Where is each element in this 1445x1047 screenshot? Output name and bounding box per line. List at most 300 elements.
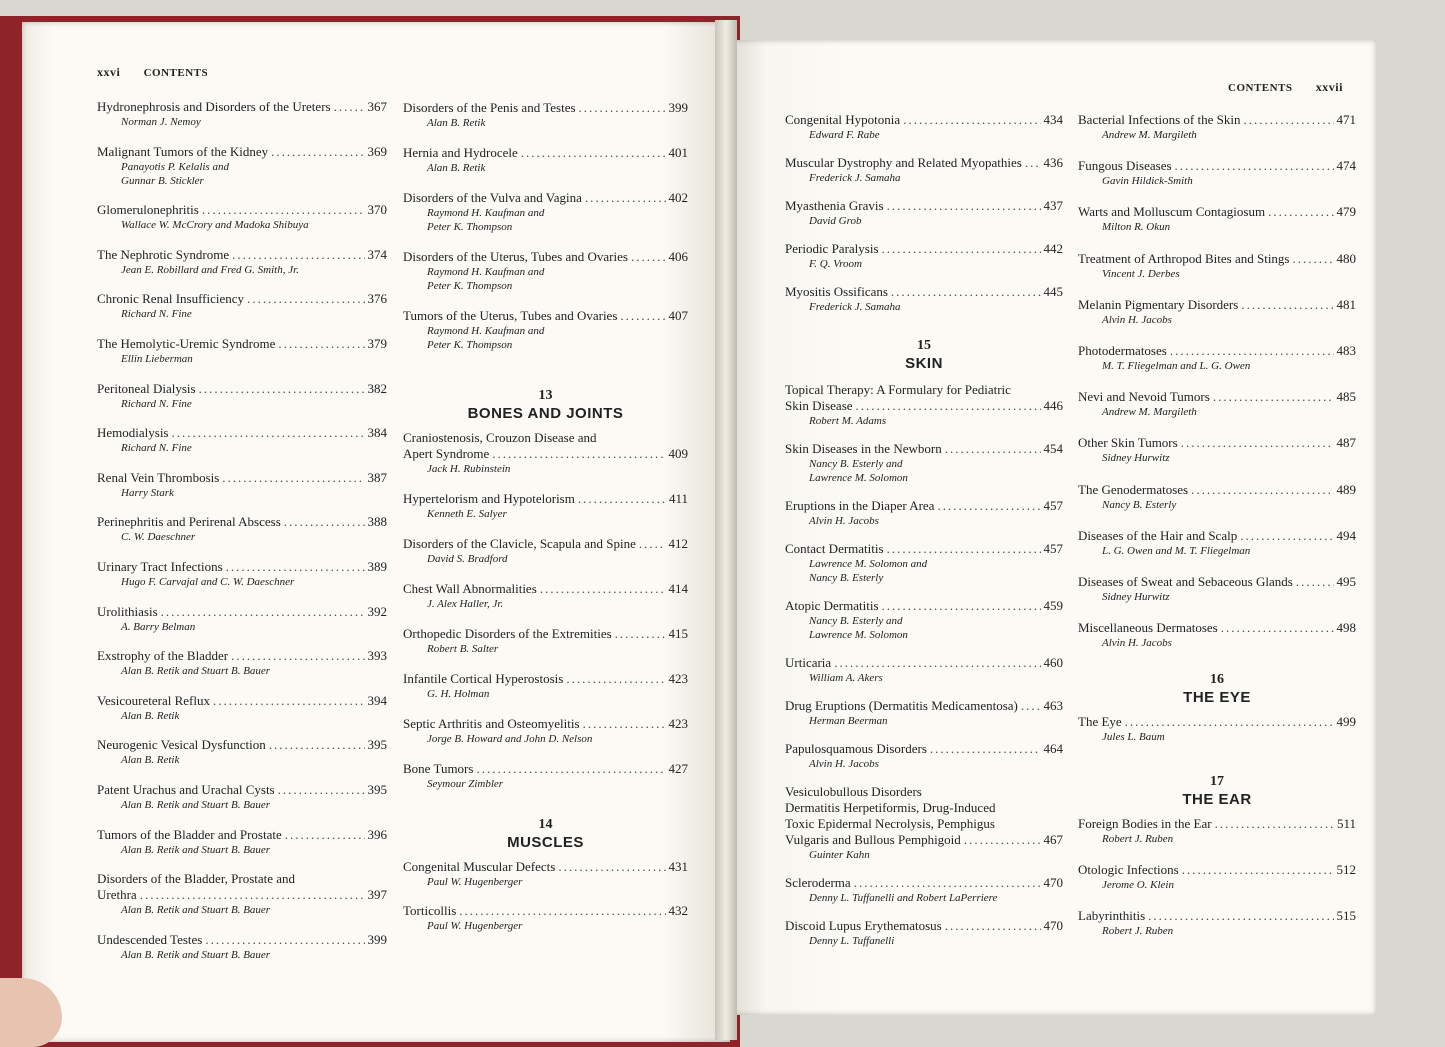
toc-entry-author: Wallace W. McCrory and Madoka Shibuya	[121, 219, 309, 232]
leader-dots	[1241, 297, 1333, 313]
leader-dots	[558, 859, 665, 875]
left-col-2-bot	[403, 859, 688, 933]
toc-entry-line	[97, 693, 387, 709]
toc-entry	[785, 784, 1063, 862]
toc-entry-page: 415	[668, 626, 688, 641]
toc-entry-title: Exstrophy of the Bladder	[97, 648, 229, 664]
leader-dots	[213, 693, 365, 709]
toc-entry-title: Melanin Pigmentary Disorders	[1078, 296, 1239, 312]
toc-entry-author: Norman J. Nemoy	[121, 116, 201, 128]
toc-entry-line	[1078, 297, 1356, 313]
leader-dots	[269, 737, 365, 753]
toc-entry-line	[97, 247, 387, 263]
toc-entry	[785, 112, 1063, 142]
toc-entry	[97, 604, 387, 634]
toc-entry-author: Alan B. Retik	[427, 117, 486, 129]
toc-entry-title: Malignant Tumors of the Kidney	[97, 143, 269, 159]
toc-entry-title-line: Toxic Epidermal Necrolysis, Pemphigus	[785, 816, 995, 831]
toc-entry-author: Alvin H. Jacobs	[809, 515, 879, 527]
section-13-number: 13	[538, 388, 553, 403]
toc-entry-title: Urticaria	[785, 655, 832, 670]
toc-entry-author: Harry Stark	[121, 486, 174, 499]
toc-entry-title: Fungous Diseases	[1078, 158, 1172, 174]
toc-entry-author: Alvin H. Jacobs	[809, 758, 879, 770]
toc-entry	[97, 827, 387, 857]
toc-entry-title: Contact Dermatitis	[785, 541, 884, 556]
toc-entry-page: 399	[668, 100, 688, 115]
toc-entry-page: 407	[668, 308, 688, 323]
toc-entry-line	[1078, 574, 1356, 590]
leader-dots	[631, 249, 666, 265]
toc-entry-author: Jules L. Baum	[1102, 731, 1165, 744]
toc-entry-line	[785, 241, 1063, 257]
toc-entry-title: Drug Eruptions (Dermatitis Medicamentosa)	[785, 698, 1018, 713]
toc-entry	[97, 782, 387, 812]
toc-entry-page: 470	[1043, 918, 1063, 933]
toc-entry-author: Nancy B. Esterly	[809, 572, 884, 584]
toc-entry-line	[785, 832, 1063, 848]
toc-entry-title: Congenital Muscular Defects	[403, 859, 556, 874]
leader-dots	[882, 241, 1041, 257]
toc-entry	[785, 918, 1063, 948]
toc-entry-title: Nevi and Nevoid Tumors	[1078, 389, 1210, 405]
leader-dots	[1243, 112, 1333, 128]
toc-entry-title: Papulosquamous Disorders	[785, 741, 927, 756]
toc-entry-page: 494	[1336, 527, 1356, 543]
toc-entry-page: 489	[1336, 481, 1356, 497]
toc-entry	[97, 932, 387, 962]
toc-entry-line	[1078, 862, 1356, 878]
toc-entry-page: 485	[1336, 389, 1356, 405]
toc-entry-title: Myositis Ossificans	[785, 284, 888, 299]
toc-entry-line	[97, 648, 387, 664]
leader-dots	[566, 671, 665, 687]
leader-dots	[334, 99, 365, 115]
leader-dots	[1170, 343, 1334, 359]
toc-entry-title: Atopic Dermatitis	[785, 598, 879, 613]
toc-entry-page: 511	[1336, 816, 1356, 832]
toc-entry	[1078, 158, 1356, 188]
left-col-2-mid	[403, 430, 688, 791]
toc-entry	[97, 425, 387, 455]
toc-entry	[785, 655, 1063, 685]
toc-entry	[1078, 482, 1356, 512]
toc-entry-title: Orthopedic Disorders of the Extremities	[403, 626, 612, 641]
toc-entry	[785, 698, 1063, 728]
toc-entry-title: Muscular Dystrophy and Related Myopathies	[785, 155, 1022, 170]
toc-entry-page: 389	[367, 558, 387, 574]
toc-entry	[403, 671, 688, 701]
toc-entry	[785, 598, 1063, 642]
leader-dots	[882, 598, 1041, 614]
toc-entry-page: 498	[1336, 620, 1356, 636]
leader-dots	[1268, 204, 1333, 220]
toc-entry-line	[97, 514, 387, 530]
toc-entry	[97, 737, 387, 767]
toc-entry-line	[785, 155, 1063, 171]
right-running-head	[1228, 80, 1343, 95]
toc-entry-page: 432	[668, 903, 688, 918]
toc-entry-line	[97, 737, 387, 753]
toc-entry-line	[403, 190, 688, 206]
toc-entry-page: 393	[367, 648, 387, 664]
toc-entry-page: 431	[668, 859, 688, 874]
toc-entry-line	[403, 308, 688, 324]
toc-entry	[1078, 251, 1356, 281]
toc-entry-line	[97, 381, 387, 397]
toc-entry-line	[1078, 158, 1356, 174]
toc-entry-author: Edward F. Rabe	[809, 129, 880, 141]
toc-entry-line	[785, 741, 1063, 757]
toc-entry-line	[785, 284, 1063, 300]
leader-dots	[854, 875, 1041, 891]
toc-entry-page: 409	[668, 446, 688, 461]
toc-entry-title: Vesicoureteral Reflux	[97, 692, 210, 708]
toc-entry	[1078, 297, 1356, 327]
leader-dots	[578, 491, 666, 507]
toc-entry-author: Alan B. Retik	[427, 162, 486, 174]
leader-dots	[161, 604, 365, 620]
toc-entry	[1078, 816, 1356, 846]
toc-entry-author: Raymond H. Kaufman and	[427, 266, 545, 278]
section-13-title: BONES AND JOINTS	[467, 405, 624, 422]
toc-entry-page: 480	[1336, 250, 1356, 266]
leader-dots	[284, 514, 365, 530]
leader-dots	[1148, 908, 1333, 924]
leader-dots	[1240, 528, 1333, 544]
toc-entry	[1078, 204, 1356, 234]
toc-entry-author: Richard N. Fine	[121, 442, 192, 455]
toc-entry-title: Treatment of Arthropod Bites and Stings	[1078, 250, 1290, 266]
toc-entry-page: 499	[1336, 714, 1356, 730]
toc-entry-title: Diseases of Sweat and Sebaceous Glands	[1078, 573, 1293, 589]
toc-entry-line	[97, 144, 387, 160]
toc-entry-page: 412	[668, 536, 688, 551]
leader-dots	[205, 932, 364, 948]
toc-entry-title-line: Craniostenosis, Crouzon Disease and	[403, 430, 597, 445]
toc-entry-line	[97, 291, 387, 307]
leader-dots	[585, 190, 666, 206]
toc-entry-author: Alan B. Retik and Stuart B. Bauer	[121, 665, 271, 678]
leader-dots	[964, 832, 1041, 848]
leader-dots	[1221, 620, 1334, 636]
toc-entry-title: Chronic Renal Insufficiency	[97, 291, 245, 307]
toc-entry-line	[1078, 389, 1356, 405]
toc-entry-author: David Grob	[809, 215, 862, 227]
toc-entry-title: Eruptions in the Diaper Area	[785, 498, 935, 513]
toc-entry-line	[1078, 435, 1356, 451]
toc-entry-author: M. T. Fliegelman and L. G. Owen	[1102, 359, 1251, 372]
toc-entry	[1078, 574, 1356, 604]
toc-entry-title: Diseases of the Hair and Scalp	[1078, 527, 1238, 543]
left-page-number: xxvi	[97, 65, 121, 79]
toc-entry-title: Bone Tumors	[403, 761, 474, 776]
leader-dots	[1191, 482, 1333, 498]
right-col-1	[785, 112, 1063, 948]
left-col-2-top	[403, 100, 688, 352]
leader-dots	[540, 581, 666, 597]
toc-entry	[403, 430, 688, 476]
toc-entry-title: Vulgaris and Bullous Pemphigoid	[785, 832, 961, 847]
toc-entry-author: Alan B. Retik and Stuart B. Bauer	[121, 948, 271, 961]
leader-dots	[278, 782, 365, 798]
toc-entry	[403, 100, 688, 130]
toc-entry-line	[403, 671, 688, 687]
toc-entry-author: Denny L. Tuffanelli	[809, 935, 895, 947]
toc-entry-page: 388	[367, 514, 387, 530]
toc-entry	[1078, 620, 1356, 650]
toc-entry-title: Hypertelorism and Hypotelorism	[403, 491, 575, 506]
toc-entry-title: The Hemolytic-Uremic Syndrome	[97, 335, 276, 351]
toc-entry-author: Alan B. Retik	[121, 754, 180, 767]
toc-entry	[403, 626, 688, 656]
toc-entry-line	[403, 859, 688, 875]
toc-entry-line	[97, 99, 387, 115]
book-gutter	[715, 20, 737, 1040]
toc-entry-page: 445	[1043, 284, 1063, 299]
toc-entry-author: Robert J. Ruben	[1102, 925, 1174, 938]
toc-entry-page: 434	[1043, 112, 1063, 127]
toc-entry-page: 457	[1043, 541, 1063, 556]
toc-entry-title: Neurogenic Vesical Dysfunction	[97, 737, 266, 753]
toc-entry-author: Andrew M. Margileth	[1102, 406, 1197, 419]
leader-dots	[1296, 574, 1334, 590]
toc-entry	[97, 514, 387, 544]
leader-dots	[278, 336, 364, 352]
right-col-2-mid	[1078, 714, 1356, 744]
toc-entry-page: 470	[1043, 875, 1063, 890]
toc-entry-line	[403, 491, 688, 507]
toc-entry-page: 392	[367, 603, 387, 619]
toc-entry-line	[403, 446, 688, 462]
toc-entry-page: 515	[1336, 908, 1356, 924]
toc-entry-page: 401	[668, 145, 688, 160]
right-col-2	[1078, 112, 1356, 938]
toc-entry-line	[1078, 343, 1356, 359]
toc-entry-line	[785, 112, 1063, 128]
toc-entry-author: Gavin Hildick-Smith	[1102, 175, 1193, 188]
toc-entry-line	[97, 425, 387, 441]
leader-dots	[231, 648, 364, 664]
toc-entry-line	[97, 932, 387, 948]
leader-dots	[172, 425, 365, 441]
toc-entry	[97, 99, 387, 129]
toc-entry-author: Alvin H. Jacobs	[1102, 637, 1172, 650]
toc-entry	[785, 284, 1063, 314]
toc-entry-page: 395	[367, 781, 387, 797]
toc-entry-line	[97, 336, 387, 352]
toc-entry	[97, 559, 387, 589]
toc-entry-title: Skin Disease	[785, 398, 853, 413]
toc-entry-line	[785, 498, 1063, 514]
right-col-1-bot	[785, 382, 1063, 948]
toc-entry-line	[1078, 112, 1356, 128]
toc-entry-line	[785, 198, 1063, 214]
toc-entry-title: Warts and Molluscum Contagiosum	[1078, 204, 1266, 220]
right-col-1-top	[785, 112, 1063, 314]
toc-entry-page: 474	[1336, 158, 1356, 174]
leader-dots	[834, 655, 1040, 671]
toc-entry-title: Bacterial Infections of the Skin	[1078, 112, 1241, 127]
toc-entry-author: William A. Akers	[809, 672, 883, 684]
toc-entry-page: 481	[1336, 296, 1356, 312]
toc-entry	[403, 308, 688, 352]
toc-entry-line	[403, 536, 688, 552]
toc-entry-title: Infantile Cortical Hyperostosis	[403, 671, 564, 686]
toc-entry-author: Peter K. Thompson	[427, 280, 513, 292]
toc-entry-page: 384	[367, 425, 387, 441]
toc-entry-page: 376	[367, 291, 387, 307]
toc-entry-line	[403, 626, 688, 642]
toc-entry	[97, 381, 387, 411]
toc-entry-line	[97, 887, 387, 903]
toc-entry	[785, 541, 1063, 585]
toc-entry-author: Nancy B. Esterly and	[809, 615, 903, 627]
toc-entry	[785, 198, 1063, 228]
leader-dots	[222, 470, 364, 486]
toc-entry-page: 411	[668, 491, 688, 506]
toc-entry-author: C. W. Daeschner	[121, 531, 196, 544]
toc-entry-title: Septic Arthritis and Osteomyelitis	[403, 716, 580, 731]
toc-entry-line	[97, 559, 387, 575]
leader-dots	[226, 559, 365, 575]
leader-dots	[903, 112, 1040, 128]
toc-entry	[403, 536, 688, 566]
toc-entry-title: Hydronephrosis and Disorders of the Ureters	[97, 99, 331, 114]
toc-entry-line	[785, 655, 1063, 671]
leader-dots	[1181, 435, 1334, 451]
toc-entry-page: 396	[367, 826, 387, 842]
toc-entry-title: Disorders of the Vulva and Vagina	[403, 190, 582, 205]
toc-entry-author: Panayotis P. Kelalis and	[121, 160, 229, 173]
leader-dots	[583, 716, 666, 732]
right-col-2-top	[1078, 112, 1356, 650]
toc-entry-title: Miscellaneous Dermatoses	[1078, 620, 1218, 636]
toc-entry	[97, 693, 387, 723]
toc-entry	[403, 581, 688, 611]
leader-dots	[521, 145, 666, 161]
toc-entry-title: Disorders of the Clavicle, Scapula and Spine	[403, 536, 636, 551]
toc-entry	[785, 875, 1063, 905]
toc-entry-page: 483	[1336, 342, 1356, 358]
toc-entry-author: Nancy B. Esterly and	[809, 458, 903, 470]
toc-entry-author: Paul W. Hugenberger	[427, 920, 523, 932]
toc-entry-line	[785, 541, 1063, 557]
leader-dots	[856, 398, 1041, 414]
toc-entry-line	[1078, 251, 1356, 267]
toc-entry-page: 397	[367, 887, 387, 903]
toc-entry-line	[1078, 482, 1356, 498]
toc-entry-title: Glomerulonephritis	[97, 202, 199, 218]
toc-entry-author: Lawrence M. Solomon	[809, 472, 908, 484]
leader-dots	[1021, 698, 1041, 714]
toc-entry	[403, 903, 688, 933]
toc-entry-author: Alan B. Retik and Stuart B. Bauer	[121, 904, 271, 917]
toc-entry-title: Tumors of the Uterus, Tubes and Ovaries	[403, 308, 618, 323]
toc-entry-author: J. Alex Haller, Jr.	[427, 598, 504, 610]
toc-entry-author: Peter K. Thompson	[427, 339, 513, 351]
toc-entry-line	[1078, 908, 1356, 924]
toc-entry-page: 463	[1043, 698, 1063, 713]
toc-entry-line	[403, 761, 688, 777]
toc-entry-author: Peter K. Thompson	[427, 221, 513, 233]
toc-entry-line	[403, 145, 688, 161]
toc-entry-line	[785, 698, 1063, 714]
toc-entry-page: 379	[367, 335, 387, 351]
toc-entry-title: Discoid Lupus Erythematosus	[785, 918, 942, 933]
toc-entry-author: Alan B. Retik and Stuart B. Bauer	[121, 798, 271, 811]
toc-entry-author: A. Barry Belman	[121, 620, 196, 633]
toc-entry-author: Frederick J. Samaha	[809, 172, 901, 184]
toc-entry-author: Gunnar B. Stickler	[121, 174, 204, 187]
toc-entry-author: Alan B. Retik and Stuart B. Bauer	[121, 843, 271, 856]
toc-entry-page: 495	[1336, 573, 1356, 589]
toc-entry	[97, 871, 387, 917]
toc-entry-title: Otologic Infections	[1078, 862, 1179, 878]
toc-entry-page: 402	[668, 190, 688, 205]
left-running-head	[97, 65, 208, 80]
toc-entry-author: G. H. Holman	[427, 688, 490, 700]
toc-entry-page: 370	[367, 202, 387, 218]
toc-entry-title: Skin Diseases in the Newborn	[785, 441, 942, 456]
toc-entry-line	[97, 202, 387, 218]
leader-dots	[1125, 714, 1334, 730]
toc-entry-page: 367	[367, 99, 387, 114]
toc-entry-author: Jean E. Robillard and Fred G. Smith, Jr.	[121, 263, 299, 276]
toc-entry-author: Raymond H. Kaufman and	[427, 325, 545, 337]
toc-entry-line	[97, 470, 387, 486]
toc-entry-title: Hemodialysis	[97, 425, 169, 441]
toc-entry-page: 471	[1336, 112, 1356, 127]
toc-entry	[785, 498, 1063, 528]
leader-dots	[945, 918, 1041, 934]
leader-dots	[639, 536, 666, 552]
toc-entry-line	[1078, 714, 1356, 730]
toc-entry-title-line: Vesiculobullous Disorders	[785, 784, 922, 799]
toc-entry	[97, 247, 387, 277]
section-15-title: SKIN	[905, 355, 943, 372]
toc-entry-line	[785, 398, 1063, 414]
toc-entry	[1078, 435, 1356, 465]
toc-entry-author: Ellin Lieberman	[121, 352, 193, 365]
toc-entry-title: Disorders of the Penis and Testes	[403, 100, 576, 115]
leader-dots	[271, 144, 364, 160]
toc-entry-title: The Eye	[1078, 714, 1122, 730]
toc-entry-title: Urethra	[97, 887, 137, 903]
section-15-number: 15	[917, 338, 931, 353]
toc-entry-author: Kenneth E. Salyer	[427, 508, 507, 520]
toc-entry-line	[97, 827, 387, 843]
toc-entry-title: Urolithiasis	[97, 603, 158, 619]
toc-entry	[403, 190, 688, 234]
leader-dots	[1182, 862, 1334, 878]
toc-entry	[785, 741, 1063, 771]
toc-entry-author: Robert J. Ruben	[1102, 833, 1174, 846]
toc-entry-line	[97, 782, 387, 798]
toc-entry-title: Labyrinthitis	[1078, 908, 1146, 924]
toc-entry	[403, 145, 688, 175]
leader-dots	[620, 308, 665, 324]
toc-entry-page: 399	[367, 931, 387, 947]
toc-entry	[403, 491, 688, 521]
toc-entry-page: 442	[1043, 241, 1063, 256]
toc-entry-author: David S. Bradford	[427, 553, 508, 565]
toc-entry-page: 479	[1336, 204, 1356, 220]
leader-dots	[579, 100, 666, 116]
toc-entry-page: 454	[1043, 441, 1063, 456]
toc-entry-author: Guinter Kahn	[809, 849, 870, 861]
toc-entry-page: 382	[367, 380, 387, 396]
